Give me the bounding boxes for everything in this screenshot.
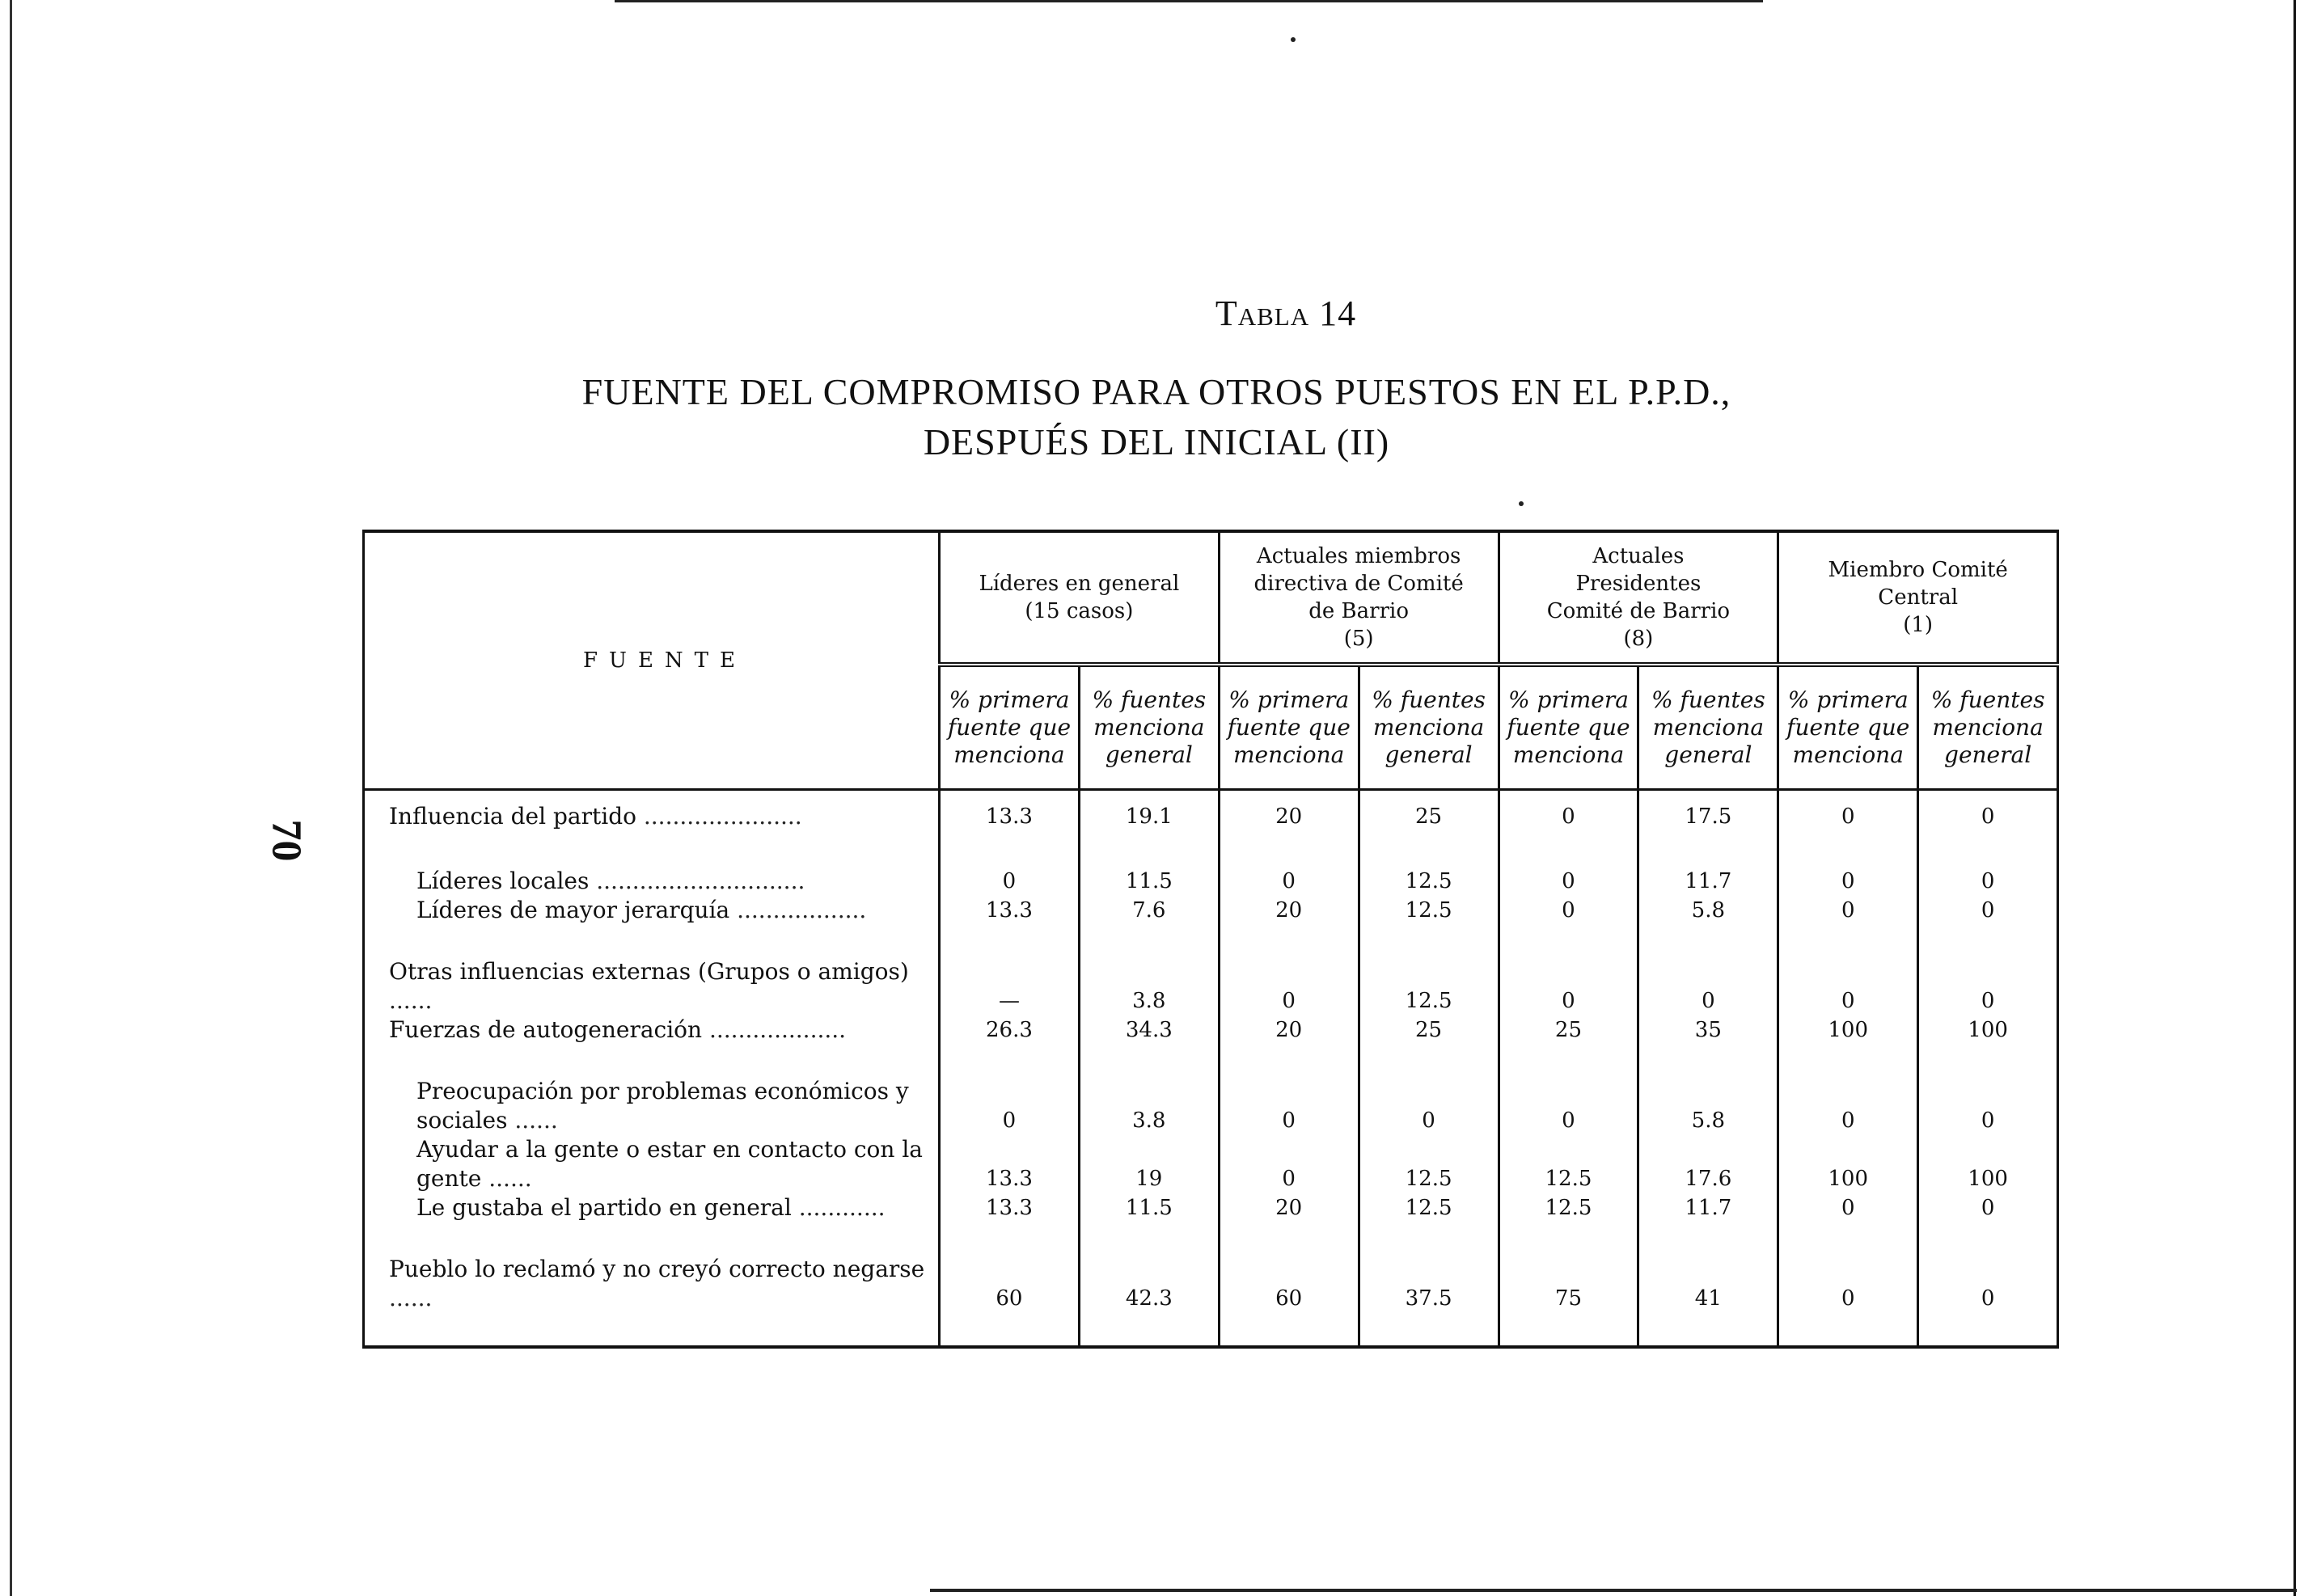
value-cell: 60 <box>940 1222 1080 1347</box>
group-header-line: Actuales <box>1592 544 1685 568</box>
leader-dots: ...................... <box>636 803 802 830</box>
subheader-cell: % primera fuente que menciona <box>1499 665 1638 790</box>
scan-speck <box>1291 37 1296 42</box>
table-row <box>364 896 2058 925</box>
subheader-cell: % primera fuente que menciona <box>1778 665 1918 790</box>
value-cell: 0 <box>1778 1045 1918 1135</box>
scan-speck <box>1519 501 1524 506</box>
row-label-text: Le gustaba el partido en general <box>416 1194 792 1221</box>
value-cell: 17.6 <box>1638 1135 1778 1193</box>
value-cell: 3.8 <box>1079 1045 1219 1135</box>
leader-dots: ...... <box>389 987 433 1014</box>
value-cell: 19 <box>1079 1135 1219 1193</box>
table-body <box>364 790 2058 1348</box>
value-cell: 0 <box>1499 925 1638 1015</box>
value-cell: 20 <box>1219 1015 1359 1045</box>
subheader-cell: % primera fuente que menciona <box>1219 665 1359 790</box>
value-cell: 0 <box>1499 790 1638 832</box>
subheader-cell: % fuentes menciona general <box>1359 665 1499 790</box>
leader-dots: ............ <box>791 1194 886 1221</box>
value-cell: 12.5 <box>1359 1193 1499 1222</box>
value-cell: 13.3 <box>940 1193 1080 1222</box>
row-label <box>364 925 940 1015</box>
value-cell: 0 <box>1778 925 1918 1015</box>
row-label <box>364 790 940 832</box>
value-cell: 20 <box>1219 790 1359 832</box>
table-label: Tabla 14 <box>1215 293 1357 333</box>
value-cell: 12.5 <box>1499 1193 1638 1222</box>
value-cell: 12.5 <box>1359 831 1499 896</box>
value-cell: 0 <box>1778 790 1918 832</box>
subheader-cell: % fuentes menciona general <box>1918 665 2058 790</box>
group-header-line: (1) <box>1903 613 1934 637</box>
fuente-header: FUENTE <box>364 531 940 790</box>
group-header-directiva <box>1219 531 1499 665</box>
value-cell: 60 <box>1219 1222 1359 1347</box>
table-row <box>364 1135 2058 1193</box>
value-cell: 12.5 <box>1359 925 1499 1015</box>
value-cell: 11.7 <box>1638 831 1778 896</box>
row-label <box>364 831 940 896</box>
value-cell: 0 <box>1499 896 1638 925</box>
row-label <box>364 1193 940 1222</box>
group-header-line: Actuales miembros <box>1256 544 1461 568</box>
value-cell: 5.8 <box>1638 896 1778 925</box>
value-cell: 11.5 <box>1079 831 1219 896</box>
value-cell: 0 <box>1499 1045 1638 1135</box>
table-row <box>364 1045 2058 1135</box>
value-cell: 34.3 <box>1079 1015 1219 1045</box>
value-cell: 7.6 <box>1079 896 1219 925</box>
value-cell: 13.3 <box>940 1135 1080 1193</box>
table-title-line-1: FUENTE DEL COMPROMISO PARA OTROS PUESTOS EN EL P.P.D., <box>581 371 1731 412</box>
scan-edge-top <box>615 0 1763 2</box>
value-cell: 19.1 <box>1079 790 1219 832</box>
value-cell: 0 <box>1219 831 1359 896</box>
row-label-text: Líderes locales <box>416 868 590 894</box>
group-header-lideres <box>940 531 1220 665</box>
table-row <box>364 925 2058 1015</box>
table-row <box>364 1222 2058 1347</box>
leader-dots: ...... <box>481 1165 532 1192</box>
data-table <box>362 530 2059 1349</box>
value-cell: 0 <box>940 831 1080 896</box>
value-cell: 5.8 <box>1638 1045 1778 1135</box>
value-cell: 0 <box>1918 790 2058 832</box>
group-header-line: (15 casos) <box>1025 599 1134 623</box>
group-header-line: (8) <box>1623 627 1654 651</box>
value-cell: — <box>940 925 1080 1015</box>
value-cell: 25 <box>1359 790 1499 832</box>
value-cell: 100 <box>1778 1135 1918 1193</box>
value-cell: 42.3 <box>1079 1222 1219 1347</box>
page-number: 70 <box>263 819 310 862</box>
value-cell: 3.8 <box>1079 925 1219 1015</box>
leader-dots: ................... <box>702 1016 847 1043</box>
row-label-text: Ayudar a la gente o estar en contacto con la gente <box>416 1136 923 1192</box>
row-label <box>364 896 940 925</box>
scan-edge-bottom <box>930 1589 2297 1592</box>
leader-dots: ...... <box>389 1285 433 1311</box>
value-cell: 0 <box>1499 831 1638 896</box>
leader-dots: ...... <box>507 1107 558 1134</box>
value-cell: 13.3 <box>940 896 1080 925</box>
group-header-comite-central <box>1778 531 2058 665</box>
subheader-cell: % fuentes menciona general <box>1079 665 1219 790</box>
group-header-line: Líderes en general <box>979 572 1180 596</box>
group-header-line: (5) <box>1343 627 1374 651</box>
leader-dots: .................. <box>729 897 867 923</box>
value-cell: 12.5 <box>1359 896 1499 925</box>
value-cell: 37.5 <box>1359 1222 1499 1347</box>
value-cell: 0 <box>1918 1193 2058 1222</box>
row-label <box>364 1015 940 1045</box>
subheader-cell: % fuentes menciona general <box>1638 665 1778 790</box>
value-cell: 0 <box>1918 1222 2058 1347</box>
row-label <box>364 1135 940 1193</box>
table-row <box>364 1193 2058 1222</box>
table-row <box>364 1015 2058 1045</box>
value-cell: 100 <box>1918 1135 2058 1193</box>
group-header-line: de Barrio <box>1308 599 1409 623</box>
scan-edge-left <box>10 0 12 1596</box>
value-cell: 12.5 <box>1359 1135 1499 1193</box>
value-cell: 0 <box>1219 1045 1359 1135</box>
value-cell: 0 <box>1638 925 1778 1015</box>
value-cell: 0 <box>1359 1045 1499 1135</box>
row-label-text: Preocupación por problemas económicos y sociales <box>416 1078 909 1134</box>
value-cell: 0 <box>1918 831 2058 896</box>
group-header-line: Presidentes <box>1575 572 1702 596</box>
table-row <box>364 831 2058 896</box>
row-label-text: Influencia del partido <box>389 803 636 830</box>
value-cell: 0 <box>1219 1135 1359 1193</box>
group-header-line: directiva de Comité <box>1253 572 1464 596</box>
subheader-cell: % primera fuente que menciona <box>940 665 1080 790</box>
value-cell: 13.3 <box>940 790 1080 832</box>
value-cell: 100 <box>1778 1015 1918 1045</box>
row-label <box>364 1045 940 1135</box>
group-header-line: Miembro Comité <box>1828 558 2008 582</box>
table-title-line-2: DESPUÉS DEL INICIAL (II) <box>923 421 1390 462</box>
value-cell: 0 <box>1778 1193 1918 1222</box>
value-cell: 0 <box>1778 1222 1918 1347</box>
value-cell: 11.7 <box>1638 1193 1778 1222</box>
row-label-text: Otras influencias externas (Grupos o amigos) <box>389 958 909 985</box>
row-label-text: Líderes de mayor jerarquía <box>416 897 730 923</box>
value-cell: 11.5 <box>1079 1193 1219 1222</box>
table-row <box>364 790 2058 832</box>
row-label-text: Fuerzas de autogeneración <box>389 1016 703 1043</box>
value-cell: 0 <box>940 1045 1080 1135</box>
value-cell: 35 <box>1638 1015 1778 1045</box>
value-cell: 17.5 <box>1638 790 1778 832</box>
value-cell: 20 <box>1219 1193 1359 1222</box>
group-header-presidentes <box>1499 531 1778 665</box>
row-label-text: Pueblo lo reclamó y no creyó correcto negarse <box>389 1256 925 1282</box>
value-cell: 25 <box>1499 1015 1638 1045</box>
group-header-line: Central <box>1878 585 1959 610</box>
group-header-row <box>364 531 2058 665</box>
value-cell: 25 <box>1359 1015 1499 1045</box>
value-cell: 100 <box>1918 1015 2058 1045</box>
value-cell: 0 <box>1918 925 2058 1015</box>
value-cell: 0 <box>1219 925 1359 1015</box>
value-cell: 0 <box>1778 896 1918 925</box>
value-cell: 0 <box>1918 896 2058 925</box>
leader-dots: ............................. <box>589 868 805 894</box>
value-cell: 0 <box>1918 1045 2058 1135</box>
value-cell: 20 <box>1219 896 1359 925</box>
scan-edge-right <box>2293 0 2296 1596</box>
value-cell: 12.5 <box>1499 1135 1638 1193</box>
value-cell: 41 <box>1638 1222 1778 1347</box>
value-cell: 26.3 <box>940 1015 1080 1045</box>
value-cell: 75 <box>1499 1222 1638 1347</box>
group-header-line: Comité de Barrio <box>1546 599 1731 623</box>
row-label <box>364 1222 940 1347</box>
value-cell: 0 <box>1778 831 1918 896</box>
